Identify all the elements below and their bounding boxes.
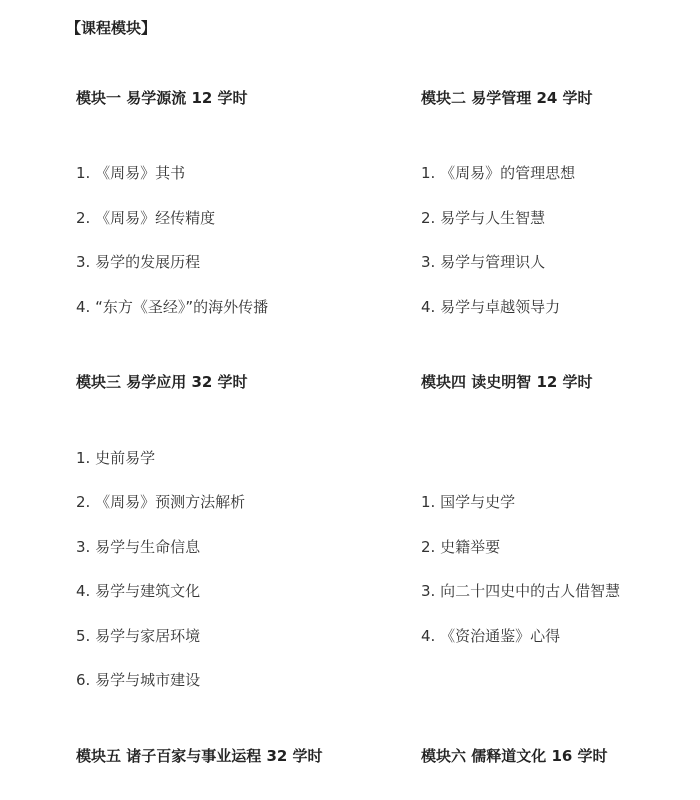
module-3-item-5: 5. 易学与家居环境	[76, 627, 201, 645]
module-2-item-1: 1. 《周易》的管理思想	[421, 164, 576, 182]
module-3-item-1: 1. 史前易学	[76, 449, 156, 467]
module-1-item-2: 2. 《周易》经传精度	[76, 209, 216, 227]
section-title: 【课程模块】	[66, 19, 157, 37]
module-1-item-4: 4. “东方《圣经》”的海外传播	[76, 298, 269, 316]
module-3-item-2: 2. 《周易》预测方法解析	[76, 493, 246, 511]
module-2-item-3: 3. 易学与管理识人	[421, 253, 546, 271]
module-4-item-2: 2. 史籍举要	[421, 538, 501, 556]
module-4-item-4: 4. 《资治通鉴》心得	[421, 627, 561, 645]
module-2-item-2: 2. 易学与人生智慧	[421, 209, 546, 227]
module-3-item-3: 3. 易学与生命信息	[76, 538, 201, 556]
module-1-item-3: 3. 易学的发展历程	[76, 253, 201, 271]
module-1-item-1: 1. 《周易》其书	[76, 164, 186, 182]
module-2-item-4: 4. 易学与卓越领导力	[421, 298, 561, 316]
module-4-item-1: 1. 国学与史学	[421, 493, 516, 511]
module-3-heading: 模块三 易学应用 32 学时	[76, 373, 248, 391]
module-1-heading: 模块一 易学源流 12 学时	[76, 89, 248, 107]
module-2-heading: 模块二 易学管理 24 学时	[421, 89, 593, 107]
module-5-heading: 模块五 诸子百家与事业运程 32 学时	[76, 747, 323, 765]
module-3-item-6: 6. 易学与城市建设	[76, 671, 201, 689]
module-4-heading: 模块四 读史明智 12 学时	[421, 373, 593, 391]
module-3-item-4: 4. 易学与建筑文化	[76, 582, 201, 600]
module-6-heading: 模块六 儒释道文化 16 学时	[421, 747, 608, 765]
module-4-item-3: 3. 向二十四史中的古人借智慧	[421, 582, 621, 600]
